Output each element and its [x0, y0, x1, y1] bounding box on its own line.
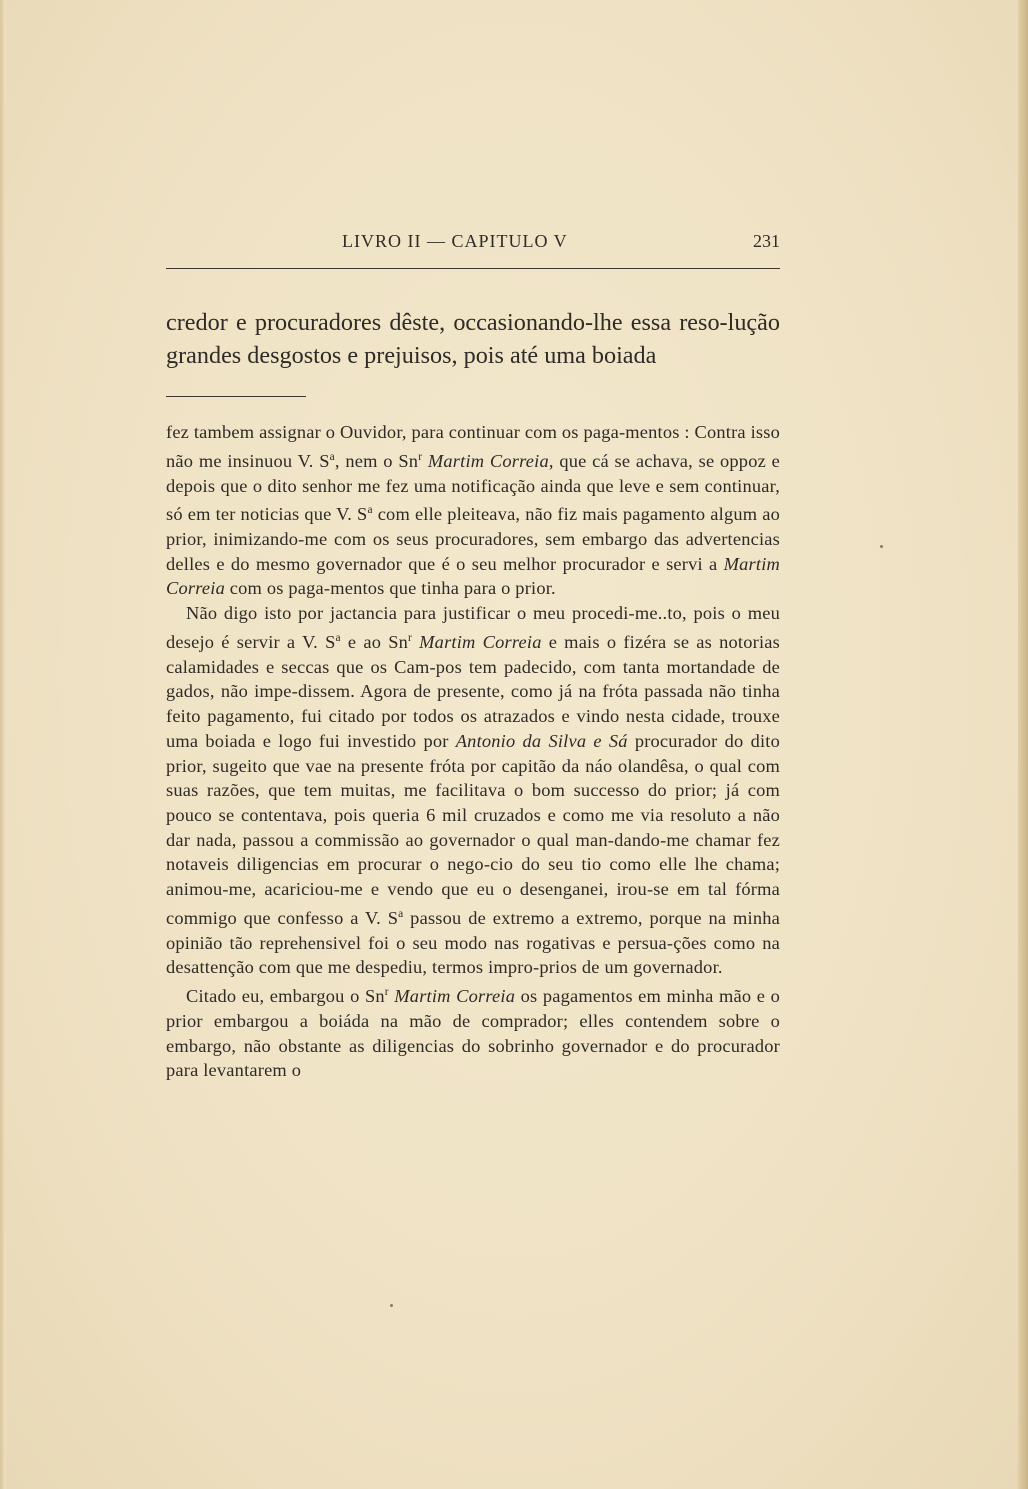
superscript: a [335, 631, 341, 644]
footnote-paragraph-2 [166, 601, 780, 980]
superscript: r [408, 631, 413, 644]
italic-name: Antonio da Silva e Sá [455, 730, 628, 751]
italic-name: Martim Correia [427, 450, 549, 471]
paper-speck [880, 545, 883, 548]
footnote-paragraph-1 [166, 420, 780, 601]
superscript: a [398, 907, 404, 920]
italic-name: Martim Correia [394, 986, 516, 1007]
page-header [166, 231, 780, 257]
footnote-text [166, 420, 780, 1083]
superscript: a [329, 450, 335, 463]
page-number: 231 [753, 231, 780, 251]
italic-name: Martim Correia [419, 632, 542, 652]
text-run: passou de extremo a extremo, porque na minha opinião tão reprehensivel foi o seu modo nas rogativas e persua-ções como na desattenção com que me despediu, termos impro-prios de um governador. [166, 907, 780, 978]
italic-name: Martim Correia [166, 553, 780, 599]
text-run: e mais o fizéra se as notorias calamidades e seccas que os Cam-pos tem padecido, com tanta mortandade de gados, não impe-dissem. Agora de presente, como já na fróta passada não tinha feito pagamento, fui citado por todos os atrazados e vindo nesta cidade, trouxe uma boiada e logo fui investido por [166, 632, 780, 751]
text-run: procurador do dito prior, sugeito que vae na presente fróta por capitão da náo olandêsa, o qual com suas razões, que tem muitas, me facilitava o bom successo do prior; já com pouco se contentava, pois queria 6 mil cruzados e como me via resoluto a não dar nada, passou a commissão ao governador o qual man-dando-me chamar fez notaveis diligencias em procurar o nego-cio do seu tio como elle lhe chama; animou-me, acariciou-me e vendo que eu o desenganei, irou-se em tal fórma commigo que confesso a V. S [166, 730, 780, 928]
page-right-edge [1018, 0, 1028, 1489]
text-run: com os paga-mentos que tinha para o prior. [224, 578, 556, 599]
running-title: LIVRO II — CAPITULO V [342, 231, 568, 251]
page-left-edge [0, 0, 6, 1489]
header-rule [166, 268, 780, 269]
footnote-rule [166, 396, 306, 397]
text-run: e ao Sn [340, 632, 409, 652]
superscript: r [418, 450, 423, 463]
text-run: Citado eu, embargou o Sn [186, 986, 385, 1007]
paper-speck [390, 1304, 393, 1307]
text-run: , nem o Sn [334, 450, 419, 471]
text-run: os pagamentos em minha mão e o prior embargou a boiáda na mão de comprador; elles contendem sobre o embargo, não obstante as diligencias do sobrinho governador e do procurador para levantarem o [166, 986, 780, 1081]
superscript: a [367, 504, 373, 517]
footnote-paragraph-3 [166, 980, 780, 1083]
main-text: credor e procuradores dêste, occasionando-lhe essa reso-lução grandes desgostos e prejuisos, pois até uma boiada [166, 309, 780, 369]
text-run: com elle pleiteava, não fiz mais pagamento algum ao prior, inimizando-me com os seus procuradores, sem embargo das advertencias delles e do mesmo governador que é o seu melhor procurador e servi a [166, 504, 780, 574]
text-run: Não digo isto por jactancia para justificar o meu procedi-me..to, pois o meu desejo é servir a V. S [166, 603, 780, 652]
text-run: , que cá se achava, se oppoz e depois que o dito senhor me fez uma notificação ainda que leve e sem continuar, só em ter noticias que V. S [166, 450, 780, 525]
superscript: r [384, 985, 389, 998]
text-run: fez tambem assignar o Ouvidor, para continuar com os paga-mentos : Contra isso não me insinuou V. S [166, 422, 780, 471]
